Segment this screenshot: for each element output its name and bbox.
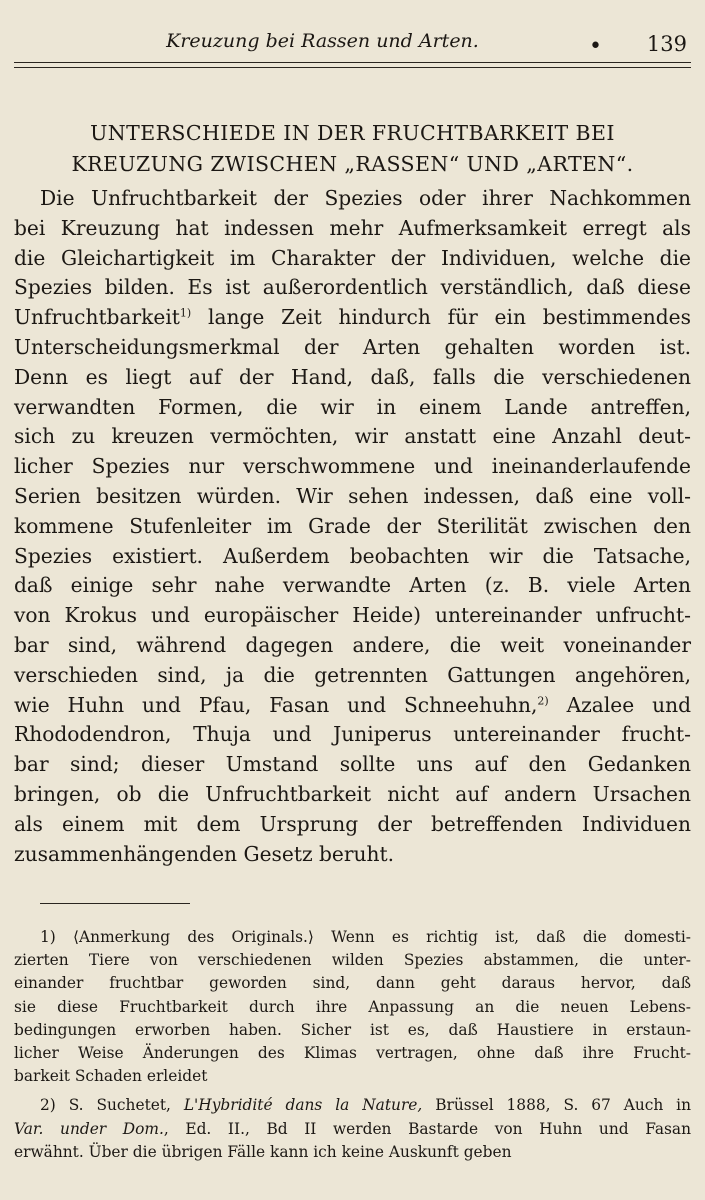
footnote-line: einander fruchtbar geworden sind, dann geht daraus hervor, daß — [14, 974, 691, 993]
ink-dot: • — [589, 34, 602, 59]
footnote-line: bedingungen erworben haben. Sicher ist es, daß Haustiere in erstaun- — [14, 1020, 691, 1039]
body-paragraph — [14, 184, 691, 869]
text-line: Unterscheidungsmerkmal der Arten gehalten worden ist. — [14, 334, 691, 359]
page-number: 139 — [646, 32, 687, 56]
text-line: Denn es liegt auf der Hand, daß, falls die verschiedenen — [14, 364, 691, 389]
text-line: bar sind; dieser Umstand sollte uns auf den Gedanken — [14, 752, 691, 777]
footnote-line: zierten Tiere von verschiedenen wilden Spezies abstammen, die unter- — [14, 951, 691, 970]
cited-title: L'Hybridité dans la Nature, — [183, 1096, 423, 1115]
text-line: bar sind, während dagegen andere, die weit voneinander — [14, 632, 691, 657]
header-rule-thin — [14, 67, 691, 68]
text-fragment: Brüssel 1888, S. 67 Auch in — [422, 1096, 691, 1115]
cited-title: Var. under Dom. — [14, 1119, 164, 1138]
footnote-ref: 1) — [179, 306, 192, 320]
text-line: bringen, ob die Unfruchtbarkeit nicht auf andern Ursachen — [14, 781, 691, 806]
text-line: verwandten Formen, die wir in einem Lande antreffen, — [14, 394, 691, 419]
text-line: sich zu kreuzen vermöchten, wir anstatt eine Anzahl deut- — [14, 424, 691, 449]
footnote-ref: 2) — [537, 693, 549, 707]
text-line: Rhododendron, Thuja und Juniperus untereinander frucht- — [14, 722, 691, 747]
footnote-line: erwähnt. Über die übrigen Fälle kann ich keine Auskunft geben — [14, 1142, 512, 1161]
text-line: Die Unfruchtbarkeit der Spezies oder ihrer Nachkommen — [40, 186, 691, 210]
text-fragment: 2) S. Suchetet, — [40, 1096, 184, 1115]
text-line: Spezies existiert. Außerdem beobachten wir die Tatsache, — [14, 543, 691, 568]
header-rule — [14, 62, 691, 63]
heading-line: UNTERSCHIEDE IN DER FRUCHTBARKEIT BEI — [90, 121, 615, 145]
footnote-line — [14, 1094, 691, 1117]
footnote-2 — [14, 1094, 691, 1164]
text-line: Serien besitzen würden. Wir sehen indessen, daß eine voll- — [14, 483, 691, 508]
text-line: bei Kreuzung hat indessen mehr Aufmerksamkeit erregt als — [14, 215, 691, 240]
text-line: kommene Stufenleiter im Grade der Sterilität zwischen den — [14, 513, 691, 538]
text-line: die Gleichartigkeit im Charakter der Individuen, welche die — [14, 245, 691, 270]
text-line: licher Spezies nur verschwommene und ineinanderlaufende — [14, 454, 691, 479]
heading-line: KREUZUNG ZWISCHEN „RASSEN“ UND „ARTEN“. — [71, 152, 634, 176]
text-line: zusammenhängenden Gesetz beruht. — [14, 841, 395, 866]
text-line — [14, 303, 691, 333]
text-fragment: lange Zeit hindurch für ein bestimmendes — [191, 305, 691, 330]
text-line: daß einige sehr nahe verwandte Arten (z. B. viele Arten — [14, 573, 691, 598]
text-fragment: Unfruchtbarkeit — [14, 305, 180, 330]
text-fragment: Azalee und — [548, 692, 691, 717]
footnote-line — [14, 1118, 691, 1141]
footnote-line: 1) ⟨Anmerkung des Originals.⟩ Wenn es richtig ist, daß die domesti- — [40, 928, 691, 946]
text-line: verschieden sind, ja die getrennten Gattungen angehören, — [14, 662, 691, 687]
footnote-line: licher Weise Änderungen des Klimas vertragen, ohne daß ihre Frucht- — [14, 1044, 691, 1063]
section-heading — [14, 118, 691, 180]
footnote-rule — [40, 903, 190, 904]
footnote-line: sie diese Fruchtbarkeit durch ihre Anpassung an die neuen Lebens- — [14, 997, 691, 1016]
text-fragment: , Ed. II., Bd II werden Bastarde von Huhn und Fasan — [163, 1119, 692, 1138]
text-line: Spezies bilden. Es ist außerordentlich verständlich, daß diese — [14, 275, 691, 300]
text-line — [14, 691, 691, 721]
footnote-line: barkeit Schaden erleidet — [14, 1067, 208, 1086]
footnote-1 — [14, 926, 691, 1088]
text-line: von Krokus und europäischer Heide) untereinander unfrucht- — [14, 603, 691, 628]
text-line: als einem mit dem Ursprung der betreffenden Individuen — [14, 811, 691, 836]
page-header — [14, 30, 691, 60]
running-title: Kreuzung bei Rassen und Arten. — [166, 30, 479, 52]
text-fragment: wie Huhn und Pfau, Fasan und Schneehuhn, — [14, 692, 538, 717]
footnotes — [14, 926, 691, 1164]
